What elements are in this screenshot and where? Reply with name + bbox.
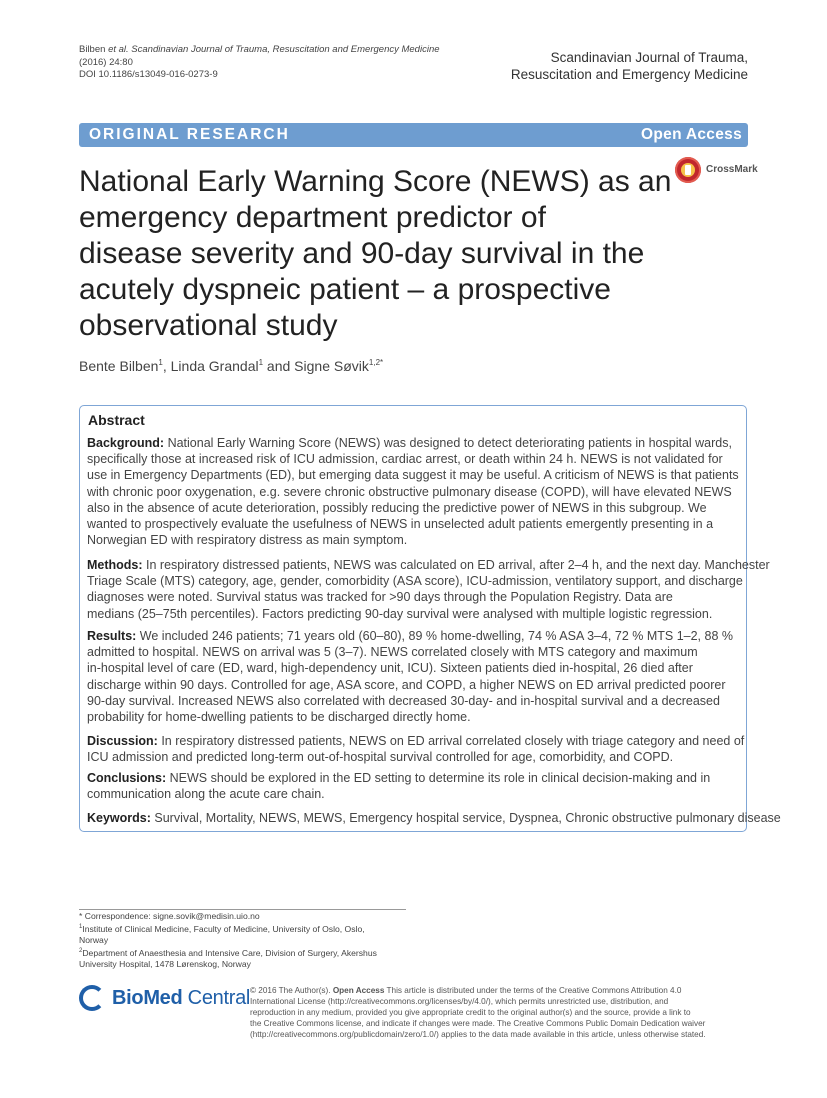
article-title [79,164,672,344]
running-header [79,44,440,82]
biomed-central-logo[interactable] [79,985,249,1015]
crossmark-label: CrossMark [706,164,758,175]
abstract-line: In respiratory distressed patients, NEWS on ED arrival correlated closely with triage category and need of [157,734,745,748]
crossmark-badge[interactable] [675,157,758,187]
publisher-name-central: Central [182,987,251,1009]
section-label: Methods: [87,558,143,572]
license-line: (http://creativecommons.org/publicdomain/zero/1.0/) applies to the data made available in this article, unless otherwise stated. [250,1030,706,1039]
license-line: International License (http://creativecommons.org/licenses/by/4.0/), which permits unrestricted use, distribution, and [250,997,669,1006]
journal-name-line2: Resuscitation and Emergency Medicine [510,67,748,82]
license-line: the Creative Commons license, and indicate if changes were made. The Creative Commons Public Domain Dedication waiver [250,1019,706,1028]
title-line: acutely dyspneic patient – a prospective [79,273,611,306]
abstract-line: In respiratory distressed patients, NEWS was calculated on ED arrival, after 2–4 h, and the next day. Manchester [142,558,770,572]
license-statement [250,985,750,1040]
abstract-line: diagnoses were noted. Survival status was tracked for >90 days through the Population Registry. Data are [87,590,673,605]
abstract-line: in-hospital level of care (ED, ward, high-dependency unit, ICU). Sixteen patients died in-hospital, 26 died after [87,661,693,676]
abstract-line: 90-day survival. Increased NEWS also correlated with decreased 30-day- and in-hospital survival and a decreased [87,693,720,708]
section-label: Results: [87,629,137,643]
title-line: observational study [79,309,338,342]
abstract-line: Norwegian ED with respiratory distress as main symptom. [87,533,408,548]
abstract-line: admitted to hospital. NEWS on arrival was 5 (3–7). NEWS correlated closely with MTS category and maximum [87,645,698,660]
journal-name-line1: Scandinavian Journal of Trauma, [550,50,748,65]
crossmark-icon [675,157,701,183]
title-line: emergency department predictor of [79,201,546,234]
citation-journal: et al. Scandinavian Journal of Trauma, Resuscitation and Emergency Medicine [108,44,440,55]
article-type-label: ORIGINAL RESEARCH [89,126,290,143]
correspondence[interactable]: * Correspondence: signe.sovik@medisin.uio.no [79,911,260,921]
article-type-banner [79,123,748,147]
publisher-name-bio: BioMed [112,987,183,1009]
abstract-line: probability for home-dwelling patients to be discharged directly home. [87,710,471,725]
abstract-background [87,435,742,548]
affiliation-line: Institute of Clinical Medicine, Faculty of Medicine, University of Oslo, Oslo, [82,924,365,934]
section-label: Discussion: [87,734,158,748]
abstract-discussion [87,733,745,765]
abstract-results [87,628,742,725]
abstract-line: NEWS should be explored in the ED setting to determine its role in clinical decision-making and in [166,771,711,785]
affiliation-line: University Hospital, 1478 Lørenskog, Norway [79,959,251,969]
biomed-central-ring-icon [79,985,105,1011]
abstract-line: ICU admission and predicted long-term out-of-hospital survival controlled for age, comorbidity, and COPD. [87,750,674,765]
abstract-line: with chronic poor oxygenation, e.g. severe chronic obstructive pulmonary disease (COPD), will have elevated NEWS [87,484,732,499]
section-label: Conclusions: [87,771,167,785]
abstract-line: wanted to prospectively evaluate the usefulness of NEWS in unselected adult patients emergently presenting in a [87,517,714,532]
open-access-label: Open Access [641,126,742,143]
license-lead: © 2016 The Author(s). [250,986,333,995]
affiliation-marker: 1 [79,924,83,930]
title-line: disease severity and 90-day survival in the [79,237,645,270]
abstract-line: specifically those at increased risk of ICU admission, cardiac arrest, or death within 24 h. NEWS is not validated for [87,452,723,467]
abstract-keywords [87,810,781,826]
affiliation-line: Norway [79,935,109,945]
section-label: Keywords: [87,811,151,825]
section-label: Background: [87,436,165,450]
affiliation-line: Department of Anaesthesia and Intensive Care, Division of Surgery, Akershus [82,948,377,958]
affiliation-marker: 1 [158,358,163,367]
abstract-line: National Early Warning Score (NEWS) was designed to detect deteriorating patients in hospital wards, [164,436,732,450]
doi[interactable]: DOI 10.1186/s13049-016-0273-9 [79,69,218,80]
abstract-line: We included 246 patients; 71 years old (60–80), 89 % home-dwelling, 74 % ASA 3–4, 72 % MTS 1–2, 88 % [136,629,733,643]
license-line: This article is distributed under the terms of the Creative Commons Attribution 4.0 [384,986,682,995]
keyword-list: Survival, Mortality, NEWS, MEWS, Emergency hospital service, Dyspnea, Chronic obstructive pulmonary disease [150,811,781,825]
affiliation-marker: 2 [79,948,83,954]
author-name: and Signe Søvik [263,358,369,374]
abstract-heading: Abstract [88,412,145,428]
author-list [79,358,383,374]
abstract-line: communication along the acute care chain. [87,787,325,802]
footnote-divider [79,909,406,910]
title-line: National Early Warning Score (NEWS) as an [79,165,672,198]
author-name: , Linda Grandal [162,358,259,374]
abstract-line: also in the absence of acute deterioration, possibly reducing the predictive power of NEWS in this subgroup. We [87,500,707,515]
abstract-line: Triage Scale (MTS) category, age, gender, comorbidity (ASA score), ICU-admission, ventilatory support, and discharge [87,574,743,589]
author-name: Bente Bilben [79,358,159,374]
citation-authors: Bilben [79,44,109,55]
open-access-bold: Open Access [332,986,385,995]
abstract-line: discharge within 90 days. Controlled for age, ASA score, and COPD, a higher NEWS on ED arrival predicted poorer [87,677,726,692]
affiliation-marker: 1 [258,358,264,367]
affiliation-marker: 1,2* [368,358,384,367]
license-line: reproduction in any medium, provided you give appropriate credit to the original author(s) and the source, provide a link to [250,1008,691,1017]
abstract-line: use in Emergency Departments (ED), but emerging data suggest it may be useful. A criticism of NEWS is that patients [87,468,739,483]
publisher-name [112,987,250,1010]
abstract-conclusions [87,770,742,802]
abstract-methods [87,557,770,622]
citation-year: (2016) 24:80 [79,56,133,68]
journal-name [448,49,748,83]
abstract-line: medians (25–75th percentiles). Factors predicting 90-day survival were analysed with multiple logistic regression. [87,606,713,621]
footnotes [79,911,409,970]
